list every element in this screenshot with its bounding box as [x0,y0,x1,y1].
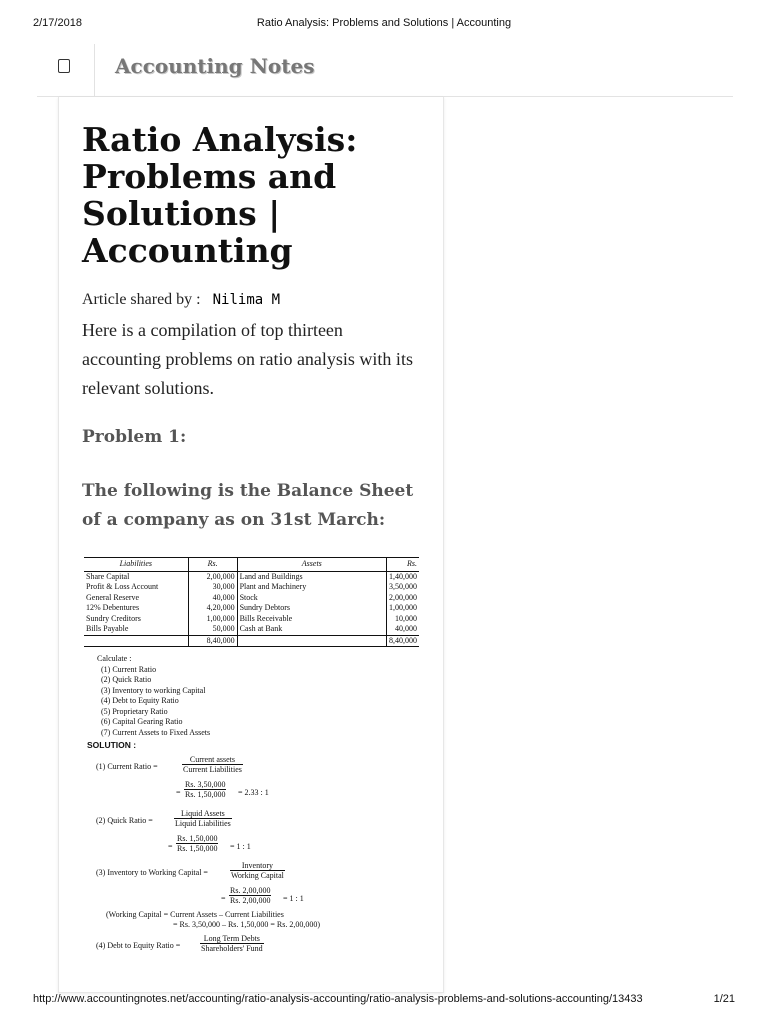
table-cell: 1,00,000 [389,603,417,612]
col-header-rs-2: Rs. [387,558,420,572]
table-cell: General Reserve [84,593,188,604]
article-intro: Here is a compilation of top thirteen accounting problems on ratio analysis with its relevant solutions. [82,320,413,398]
formula-result: = 2.33 : 1 [238,788,269,797]
formula-label: (3) Inventory to Working Capital = [96,868,208,877]
balance-sheet-row [84,624,419,635]
balance-sheet-row [84,582,419,593]
table-cell: 8,40,000 [188,635,237,647]
fraction-denominator: Rs. 1,50,000 [185,790,226,799]
site-header [37,44,733,97]
menu-icon[interactable] [58,59,70,73]
table-cell: Cash at Bank [237,624,386,635]
calc-item: (4) Debt to Equity Ratio [101,696,179,705]
table-cell: 50,000 [188,624,237,635]
calc-item: (7) Current Assets to Fixed Assets [101,727,211,737]
balance-sheet-header-row [84,558,419,572]
article-card [58,97,444,993]
fraction-denominator: Liquid Liabilities [175,819,231,828]
table-cell: 30,000 [188,582,237,593]
table-cell: Stock [237,593,386,604]
calc-item: (3) Inventory to working Capital [101,685,206,695]
table-cell: Share Capital [84,571,188,582]
table-cell: Bills Payable [84,624,188,635]
balance-sheet-row [84,603,419,614]
table-cell: Plant and Machinery [237,582,386,593]
col-header-assets: Assets [237,558,386,572]
working-capital-note-2: = Rs. 3,50,000 – Rs. 1,50,000 = Rs. 2,00,000) [173,920,321,929]
site-logo-title[interactable]: Accounting Notes [115,54,315,78]
formula-fraction-values [176,834,218,853]
problem-scan-image [84,557,424,977]
problem-heading: Problem 1: [82,427,187,447]
problem-description: The following is the Balance Sheet of a company as on 31st March: [82,481,414,530]
formula-result: = 1 : 1 [230,842,251,851]
fraction-denominator: Working Capital [231,871,284,880]
formula-result: = 1 : 1 [283,894,304,903]
formula-fraction [182,755,243,774]
balance-sheet-row [84,593,419,604]
fraction-numerator: Long Term Debts [200,934,264,944]
table-cell: 8,40,000 [387,635,420,647]
table-cell: Bills Receivable [237,614,386,625]
balance-sheet-table [84,557,419,647]
formula-fraction-values [184,780,226,799]
table-cell: 40,000 [395,624,417,633]
table-cell: 12% Debentures [84,603,188,614]
fraction-denominator: Rs. 2,00,000 [230,896,271,905]
table-cell: 10,000 [395,613,417,623]
formula-label: (1) Current Ratio = [96,762,158,771]
balance-sheet-row [84,614,419,625]
formula-fraction-values [229,886,271,905]
print-date: 2/17/2018 [33,17,82,29]
fraction-numerator: Rs. 1,50,000 [177,834,218,843]
formula-label: (4) Debt to Equity Ratio = [96,941,181,950]
fraction-numerator: Rs. 2,00,000 [230,886,271,895]
fraction-denominator: Shareholders' Fund [201,944,263,953]
table-cell: 2,00,000 [188,571,237,582]
formula-fraction [174,809,232,828]
table-cell: 2,00,000 [389,592,417,602]
table-cell: 1,00,000 [188,614,237,625]
table-cell: 4,20,000 [188,603,237,614]
solution-heading: SOLUTION : [87,740,137,750]
header-divider [94,44,95,96]
print-url[interactable]: http://www.accountingnotes.net/accounting/ratio-analysis-accounting/ratio-analysis-problems-and-solutions-accounting/13433 [33,993,643,1005]
formula-label: (2) Quick Ratio = [96,816,153,825]
equals-sign: = [168,842,173,851]
calc-item: (2) Quick Ratio [101,675,152,684]
balance-sheet-total-row [84,635,419,647]
fraction-numerator: Current assets [182,755,243,765]
balance-sheet-row [84,571,419,582]
calculate-list [88,654,210,738]
col-header-liabilities: Liabilities [84,558,188,572]
equals-sign: = [176,788,181,797]
author-name[interactable]: Nilima M [212,292,281,308]
fraction-numerator: Inventory [230,861,285,871]
fraction-denominator: Current Liabilities [183,765,242,774]
article-title: Ratio Analysis: Problems and Solutions | Accounting [82,120,358,270]
table-cell: 1,40,000 [389,571,417,581]
equals-sign: = [221,894,226,903]
col-header-rs-1: Rs. [188,558,237,572]
calculate-heading: Calculate : [97,654,132,663]
formula-fraction [200,934,264,953]
table-cell: Sundry Debtors [237,603,386,614]
fraction-denominator: Rs. 1,50,000 [177,844,218,853]
print-page-number: 1/21 [713,993,735,1005]
table-cell: 3,50,000 [389,582,417,591]
calc-item: (5) Proprietary Ratio [101,706,168,716]
table-cell: Land and Buildings [237,571,386,582]
fraction-numerator: Liquid Assets [174,809,232,819]
balance-sheet-body [84,571,419,647]
author-label: Article shared by : [82,291,201,308]
fraction-numerator: Rs. 3,50,000 [185,780,226,789]
working-capital-note-1: (Working Capital = Current Assets – Current Liabilities [106,910,284,919]
table-cell: Sundry Creditors [84,614,188,625]
formula-fraction [230,861,285,880]
table-cell: Profit & Loss Account [84,582,188,593]
calc-item: (6) Capital Gearing Ratio [101,717,183,726]
print-title: Ratio Analysis: Problems and Solutions | Accounting [256,17,512,29]
table-cell [84,635,188,647]
table-cell [237,635,386,647]
calc-item: (1) Current Ratio [101,664,157,674]
table-cell: 40,000 [188,593,237,604]
author-row [82,291,280,309]
